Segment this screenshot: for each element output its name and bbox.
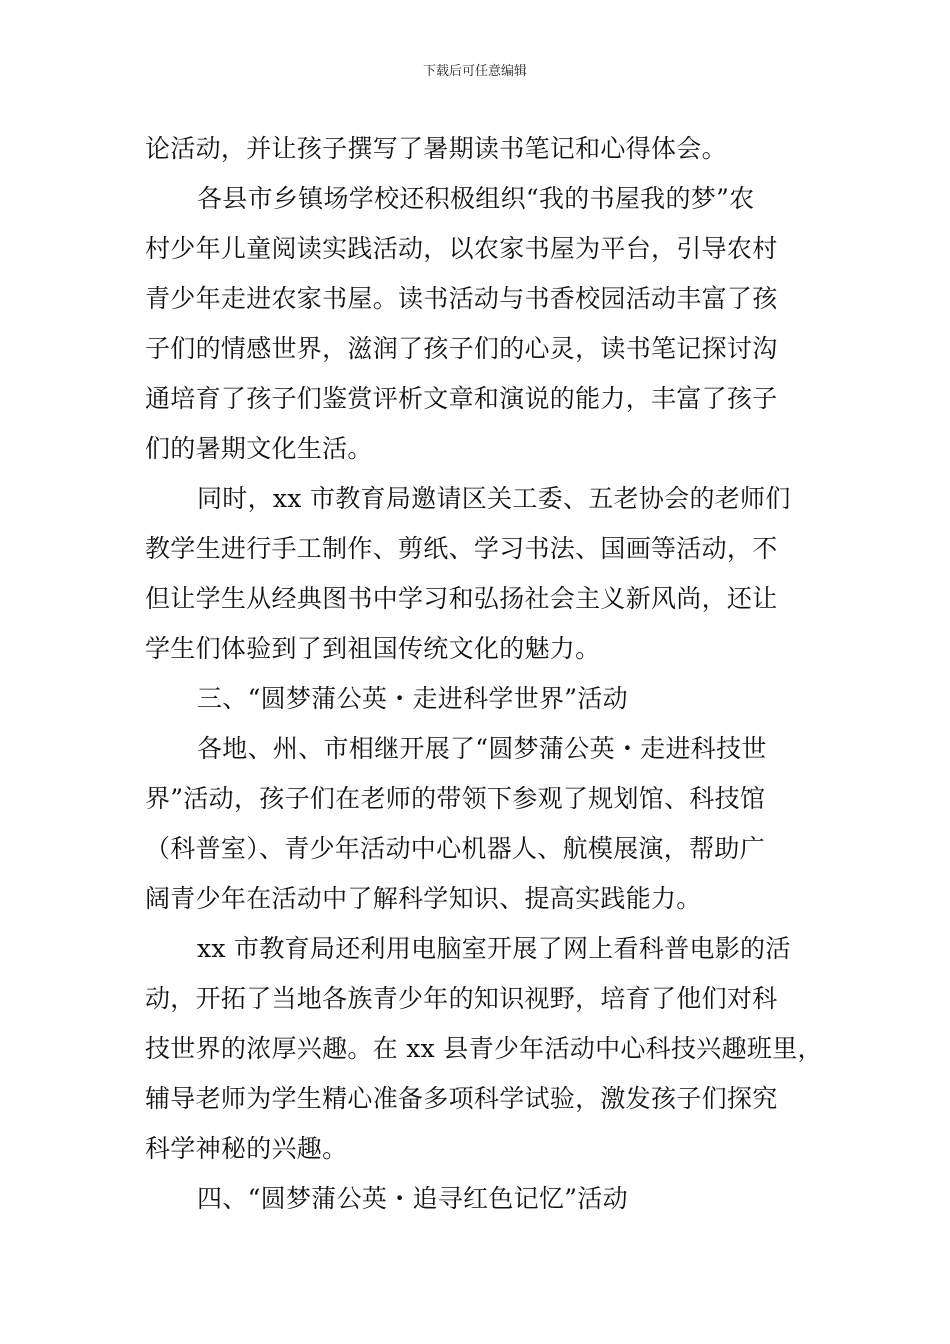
text-line: （科普室）、青少年活动中心机器人、航模展演，帮助广 (145, 834, 766, 863)
text-line: xx 市教育局还利用电脑室开展了网上看科普电影的活 (197, 934, 791, 963)
text-line: 学生们体验到了到祖国传统文化的魅力。 (145, 634, 601, 663)
text-line: 科学神秘的兴趣。 (145, 1134, 348, 1163)
text-line: 但让学生从经典图书中学习和弘扬社会主义新风尚，还让 (145, 584, 778, 613)
text-line: 通培育了孩子们鉴赏评析文章和演说的能力，丰富了孩子 (145, 384, 778, 413)
text-line: 村少年儿童阅读实践活动，以农家书屋为平台，引导农村 (145, 234, 778, 263)
text-line: 动，开拓了当地各族青少年的知识视野，培育了他们对科 (145, 984, 778, 1013)
text-line: 各县市乡镇场学校还积极组织“我的书屋我的梦”农 (197, 184, 755, 213)
document-body (145, 124, 823, 1224)
text-line: 技世界的浓厚兴趣。在 xx 县青少年活动中心科技兴趣班里， (145, 1034, 823, 1063)
text-line: 子们的情感世界，滋润了孩子们的心灵，读书笔记探讨沟 (145, 334, 778, 363)
text-line: 同时，xx 市教育局邀请区关工委、五老协会的老师们 (197, 484, 791, 513)
text-line: 阔青少年在活动中了解科学知识、提高实践能力。 (145, 884, 702, 913)
text-line: 们的暑期文化生活。 (145, 434, 373, 463)
text-line: 四、“圆梦蒲公英・追寻红色记忆”活动 (197, 1184, 628, 1213)
text-line: 青少年走进农家书屋。读书活动与书香校园活动丰富了孩 (145, 284, 778, 313)
text-line: 各地、州、市相继开展了“圆梦蒲公英・走进科技世 (197, 734, 767, 763)
text-line: 教学生进行手工制作、剪纸、学习书法、国画等活动，不 (145, 534, 778, 563)
page-header-note: 下载后可任意编辑 (422, 64, 527, 79)
text-line: 界”活动，孩子们在老师的带领下参观了规划馆、科技馆 (145, 784, 766, 813)
text-line: 三、“圆梦蒲公英・走进科学世界”活动 (197, 684, 628, 713)
text-line: 论活动，并让孩子撰写了暑期读书笔记和心得体会。 (145, 134, 727, 163)
text-line: 辅导老师为学生精心准备多项科学试验，激发孩子们探究 (145, 1084, 778, 1113)
